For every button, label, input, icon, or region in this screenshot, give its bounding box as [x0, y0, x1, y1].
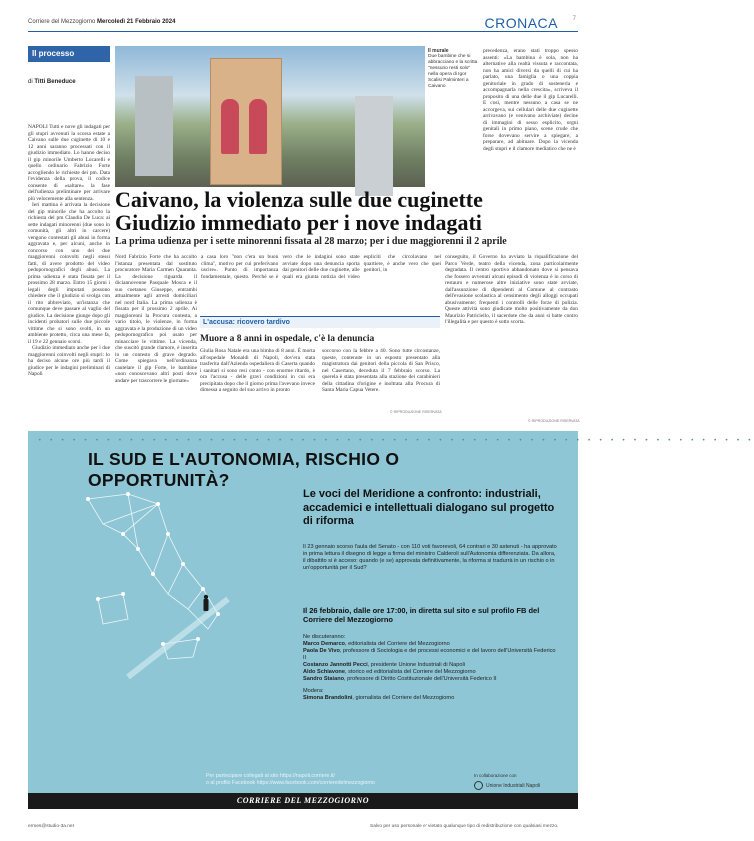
decorative-dots: • • • • • • • • • • • • • • • • • • • • • • • • • • • • • • • • • • • • • • • • • • • • • • • • • • • • • • • • • • • • • • •: [38, 437, 754, 444]
speaker: [303, 648, 558, 662]
article-paragraph: precedenza, erano stati troppo spesso assenti: «La bambina è sola, non ha alternative alla realtà vissuta e raccontata, non ha amici diversi da quelli di cui ha parlato, una famiglia o una coppia genitoriale in grado di sostenerla e accompagnarla nella crescita», scriveva il proposito di una delle due il gip Lucarelli. E così, mentre nessuno a casa se ne accorgeva, sui cellulari delle due cuginette arrivavano (e venivano archiviate) decine di immagini di sesso esplicito, orgni genitali in primo piano, scene crude che forse dovevano servire a spiegare, a preparare, ad abituare. Dopo la vicenda degli stupri e il clamore mediatico che ne è: [483, 48, 578, 152]
speaker-name: Costanzo Jannotti Pecci: [303, 662, 368, 668]
byline-prefix: di: [28, 79, 33, 85]
mural-figure: [249, 99, 267, 154]
org-logo-icon: [474, 781, 483, 790]
copyright-note: © RIPRODUZIONE RISERVATA: [390, 410, 442, 414]
page-number: 7: [572, 16, 576, 22]
italy-network-illustration: [68, 479, 228, 679]
body-column-2: [201, 254, 441, 314]
headline: [115, 188, 580, 234]
headline-line-2: Giudizio immediato per i nove indagati: [115, 210, 482, 235]
right-column-bottom: [445, 254, 578, 419]
moderator-label: Modera:: [303, 688, 324, 694]
right-column-top: [483, 48, 578, 152]
sidebar-paragraph: Ieri mattina è arrivata la decisione del gip minorile che ha accolto la richiesta del pm Claudia De Luca: ai sette indagati minorenni (due sono in comunità, gli altri in carcere) vengono contestati gli abusi in forma aggravata e, per alcuni, anche in concorso con uno dei due maggiorenni coinvolti negli stessi fatti, di avere prodotto del video pedopornografici degli abusi. La prima udienza è stata fissata per il prossimo 28 marzo. Entro 15 giorni i legali degli imputati possono chiedere che il giudizio si svolga con il rito abbreviato, un'istanza che comunque deve passare al vaglio del giudice. La decisione giunge dopo gli incidenti probatori sulle due piccole vittime che si sono svolti, in un ambiente protetto, circa una mese fa, il 19 e 22 gennaio scorsi.: [28, 202, 110, 345]
speaker: [303, 669, 558, 676]
speaker-role: , presidente Unione Industriali di Napoli: [367, 662, 465, 668]
mural-figure: [221, 99, 239, 154]
section-title: CRONACA: [484, 15, 558, 31]
join-link-facebook[interactable]: o al profilo Facebook https://www.facebook.com/corrieredelmezzogiorno: [206, 780, 375, 786]
caption-title: Il murale: [428, 48, 449, 54]
speaker-role: , storico ed editorialista del Corriere del Mezzogiorno: [344, 669, 476, 675]
sidebar-box-title: Muore a 8 anni in ospedale, c'è la denuncia: [200, 334, 375, 344]
speaker-name: Paola De Vivo: [303, 648, 340, 654]
article-paragraph: Nord Fabrizio Forte che ha accolto l'istanza presentata dal sostituto procuratore Maria Carmen Quaranta. La decisione riguarda il diciannovenne Pasquale Mosca e il suo coetaneo Giuseppe, entrambi attualmente agli arresti domiciliari nel nord Italia. La prima udienza è fissata per il prossimo 2 aprile. Ai maggiorenni la Procura contesta, a vario titolo, le violenze, in forma aggravata e la produzione di un video pedopornografico poi usato per minacciare le vittime. La vicenda, che suscitò grande clamore, è inserita in un contesto di grave degrado. Come spiegava nell'ordinanza cautelare il gip Forte, le bambine «non conoscevano altri posti dove andare per trascorrere le giornate»: [115, 254, 197, 384]
sidebar-paragraph: NAPOLI Tutti e nove gli indagati per gli stupri avvenuti la scorsa estate a Caivano sulle due cuginette di 10 e 12 anni saranno processati con il giudizio immediato. Lo hanno deciso il gip minorile Umberto Lucarelli e quello ordinario Fabrizio Forte accogliendo le richieste dei pm. Data l'evidenza della prova, il codice consente di «saltare» la fase dell'udienza preliminare per arrivare più velocemente alla sentenza.: [28, 124, 110, 202]
speaker-name: Marco Demarco: [303, 641, 345, 647]
newspaper-source: [28, 19, 175, 25]
speaker-role: , professore di Sociologia e dei processi economici e del lavoro dell'Università Federico II: [303, 648, 556, 661]
issue-date: Mercoledì 21 Febbraio 2024: [97, 19, 176, 25]
header-rule: [28, 31, 578, 32]
article-paragraph: soccorso con la febbre a 40. Sono tutte circostanze, queste, contenute in un esposto presentato alla magistratura dai genitori della piccola di San Prisco, nel Casertano, deceduta il 7 febbraio scorso. La querela è stata presentata alla stazione dei carabinieri della cittadina d'origine e inoltrata alla Procura di Santa Maria Capua Vetere.: [322, 348, 440, 393]
sidebar-box-col2: [322, 348, 440, 408]
speaker-name: Sandro Staiano: [303, 676, 345, 682]
speakers-label: Ne discuteranno:: [303, 634, 346, 640]
ad-footer-brand: CORRIERE DEL MEZZOGIORNO: [28, 793, 578, 809]
caption-text: Due bambine che si abbracciano e la scritta "nessuno resti solo" nella opera di Igor Scalisi Palminteri a Caivano: [428, 54, 478, 89]
mural-building: [210, 58, 282, 185]
moderator: [303, 695, 558, 702]
footer-notice: Salvo per uso personale e' vietato qualunque tipo di redistribuzione con qualsiasi mezzo.: [370, 824, 559, 829]
article-paragraph: a casa loro "non c'era un buon clima", motivo per cui preferivano uscire». Punto di importanza fondamentale, questo. Perché se è vero che le indagini sono state avviate dopo una denuncia sporta dai genitori delle due cuginette, alle quali era giunta notizia del video espliciti che circolavano nel quartiere, è anche vero che quei genitori, in: [201, 254, 441, 280]
building-shape: [135, 76, 173, 176]
page-header: [28, 15, 578, 29]
ad-headline: Le voci del Meridione a confronto: industriali, accademici e intellettuali dialogano sul progetto di riforma: [303, 488, 555, 527]
org-name: Unione Industriali Napoli: [486, 782, 541, 789]
author-name: Titti Beneduce: [34, 79, 76, 85]
speaker-role: , professore di Diritto Costituzionale dell'Università Federico II: [344, 676, 497, 682]
join-link-site[interactable]: Per partecipare collegati al sito https://napoli.corriere.it/: [206, 773, 335, 779]
event-advertisement: [28, 431, 754, 809]
sidebar-paragraph: Giudizio immediato anche per i due maggiorenni coinvolti negli stupri: lo ha deciso alcune ore più tardi il giudice per le indagini preliminari di Napoli: [28, 345, 110, 377]
byline: [28, 79, 76, 85]
headline-line-1: Caivano, la violenza sulle due cuginette: [115, 187, 483, 212]
moderator-name: Simona Brandolini: [303, 695, 353, 701]
speaker-name: Aldo Schiavone: [303, 669, 345, 675]
ad-date-line: Il 26 febbraio, dalle ore 17:00, in diretta sul sito e sul profilo FB del Corriere del Mezzogiorno: [303, 606, 540, 624]
footer-email: ermes@studio-3a.net: [28, 824, 74, 829]
article-paragraph: Giulia Rosa Natale era una bimba di 8 anni. È morta all'ospedale Monaldi di Napoli, dov'era stata trasferita dall'Azienda ospedaliera di Caserta quando i sanitari si sono resi conto - con enorme ritardo, è ora l'accusa - delle gravi condizioni in cui era precipitata dopo che il giorno prima l'avevano invece dimessa a seguito del suo arrivo in pronto: [200, 348, 315, 393]
sidebar-box-col1: [200, 348, 315, 416]
body-column-1: [115, 254, 197, 414]
subheadline: La prima udienza per i sette minorenni fissata al 28 marzo; per i due maggiorenni il 2 aprile: [115, 236, 507, 247]
source-name: Corriere del Mezzogiorno: [28, 19, 96, 25]
collaboration-label: In collaborazione con: [474, 773, 517, 778]
mural-photo: [115, 46, 425, 187]
article-paragraph: conseguito, il Governo ha avviato la riqualificazione del Parco Verde, teatro della vicenda, zona particolarmente degradata. Il centro sportivo abbandonato dove si pensava che fossero avvenuti alcuni episodi di violenza è in corso di restauro e numerose altre iniziative sono state avviate, dall'assunzione di dipendenti al Comune al contrasto dell'evasione scolastica al censimento degli alloggi occupati abusivamente; frequenti i controlli delle forze di polizia. Queste attività sono giudicate molto positivamente da don Maurizio Patriciello, il sacerdote che da anni si batte contro l'illegalità e per questo è sotto scorta.: [445, 254, 578, 325]
section-label: Il processo: [28, 46, 110, 62]
ad-intro: Il 23 gennaio scorso l'aula del Senato - con 110 voti favorevoli, 64 contrari e 30 astenuti - ha approvato in prima lettura il disegno di legge a firma del ministro Calderoli sull'Autonomia differenziata. Da allora, il dibattito si è acceso: quando (e se) approvata definitivamente, la riforma si tradurrà in un rischio o in un'opportunità per il Sud?: [303, 544, 557, 571]
speaker-role: , editorialista del Corriere del Mezzogiorno: [344, 641, 450, 647]
copyright-note-right: © RIPRODUZIONE RISERVATA: [528, 419, 580, 423]
ad-speakers: [303, 634, 558, 702]
speaker: [303, 662, 558, 669]
sidebar-box-label: L'accusa: ricovero tardivo: [200, 316, 440, 328]
building-shape: [355, 96, 393, 196]
moderator-role: , giornalista del Corriere del Mezzogiorno: [352, 695, 455, 701]
sidebar-article: [28, 124, 110, 378]
ad-title: IL SUD E L'AUTONOMIA, RISCHIO O OPPORTUNITÀ?: [88, 449, 400, 490]
speaker: [303, 641, 558, 648]
speaker: [303, 676, 558, 683]
collaboration-org: [474, 781, 564, 790]
photo-caption: [428, 48, 478, 90]
ad-join-info: [206, 773, 456, 787]
